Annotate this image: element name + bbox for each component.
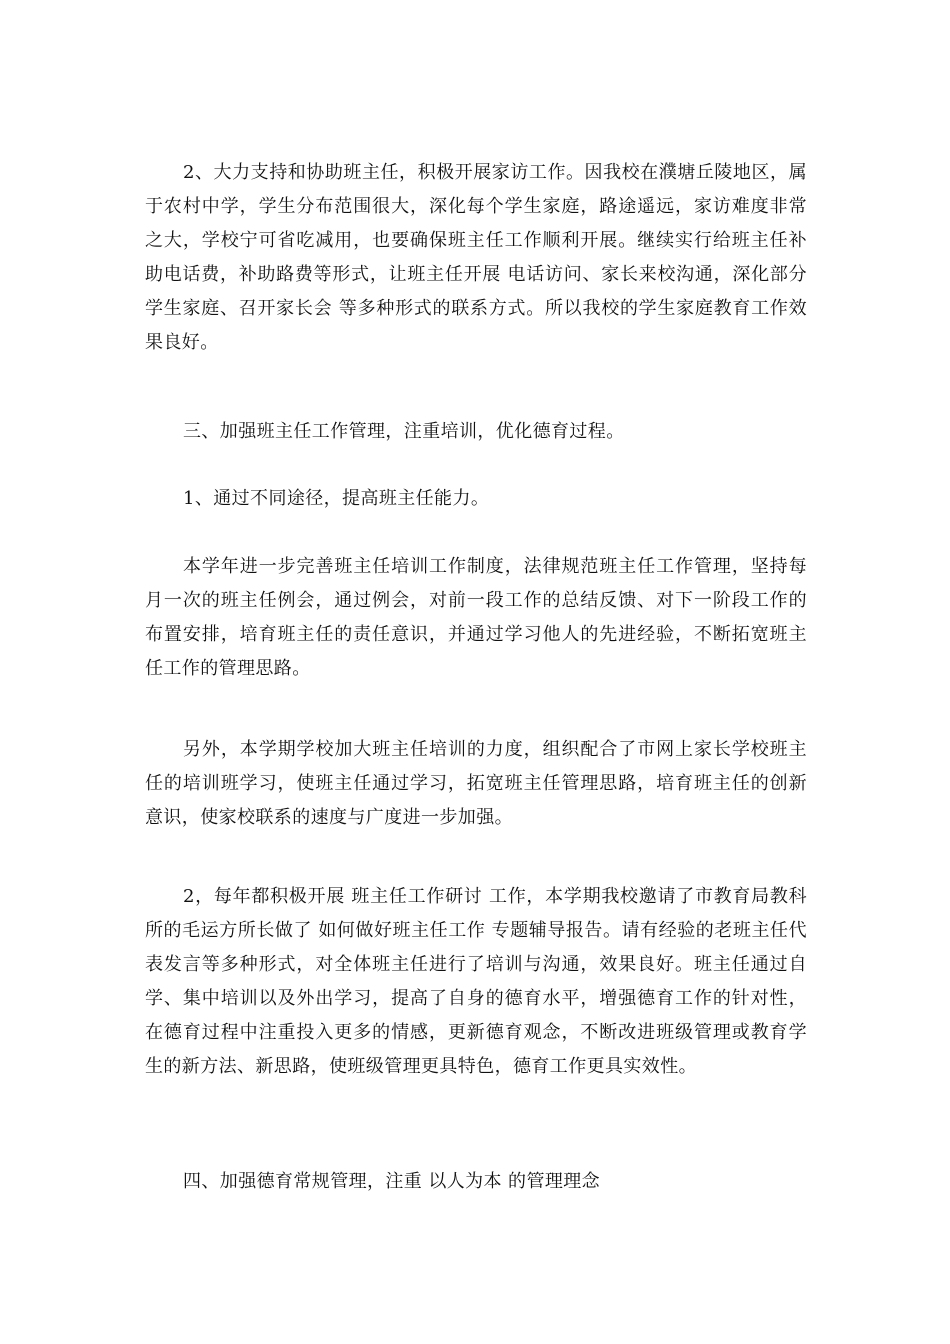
heading-section-three: 三、加强班主任工作管理，注重培训，优化德育过程。 <box>183 421 625 442</box>
paragraph-annual-research: 2，每年都积极开展 班主任工作研讨 工作，本学期我校邀请了市教育局教科所的毛运方所长做了 如何做好班主任工作 专题辅导报告。请有经验的老班主任代表发言等多种形式，对全体班主任进行了培训与沟通，效果良好。班主任通过自学、集中培训以及外出学习，提高了自身的德育水平，增强德育工作的针对性，在德育过程中注重投入更多的情感，更新德育观念，不断改进班级管理或教育学生的新方法、新思路，使班级管理更具特色，德育工作更具实效性。 <box>145 886 807 1077</box>
heading-section-four: 四、加强德育常规管理，注重 以人为本 的管理理念 <box>183 1171 601 1192</box>
paragraph-additional-training: 另外，本学期学校加大班主任培训的力度，组织配合了市网上家长学校班主任的培训班学习，使班主任通过学习，拓宽班主任管理思路，培育班主任的创新意识，使家校联系的速度与广度进一步加强。 <box>145 739 807 828</box>
paragraph-training-system: 本学年进一步完善班主任培训工作制度，法律规范班主任工作管理，坚持每月一次的班主任例会，通过例会，对前一段工作的总结反馈、对下一阶段工作的布置安排，培育班主任的责任意识，并通过学习他人的先进经验，不断拓宽班主任工作的管理思路。 <box>145 556 807 679</box>
heading-item-one: 1、通过不同途径，提高班主任能力。 <box>183 488 490 509</box>
paragraph-home-visits: 2、大力支持和协助班主任，积极开展家访工作。因我校在濮塘丘陵地区，属于农村中学，学生分布范围很大，深化每个学生家庭，路途遥远，家访难度非常之大，学校宁可省吃减用，也要确保班主任工作顺利开展。继续实行给班主任补助电话费，补助路费等形式，让班主任开展 电话访问、家长来校沟通，深化部分学生家庭、召开家长会 等多种形式的联系方式。所以我校的学生家庭教育工作效果良好。 <box>145 162 807 353</box>
